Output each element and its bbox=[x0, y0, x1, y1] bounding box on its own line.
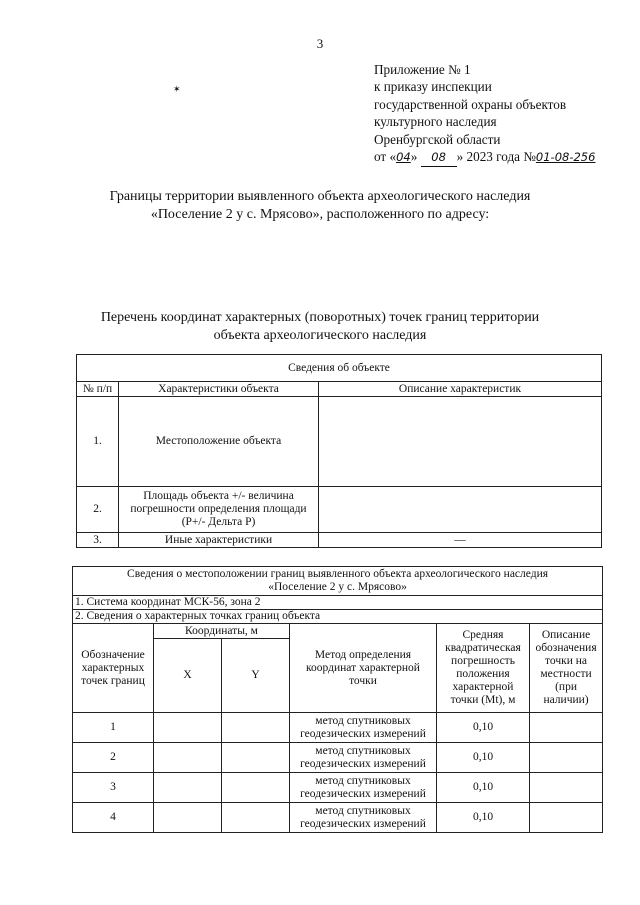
table-row: 3 метод спутниковых геодезических измерений 0,10 bbox=[73, 773, 603, 803]
header-accuracy: Средняя квадратическая погрешность положения характерной точки (Mt), м bbox=[437, 624, 530, 713]
table-row: 2 метод спутниковых геодезических измерений 0,10 bbox=[73, 743, 603, 773]
table-row: 1. Местоположение объекта bbox=[77, 397, 602, 487]
document-subtitle bbox=[0, 309, 640, 345]
header-x: X bbox=[154, 639, 222, 713]
header-num: № п/п bbox=[77, 382, 119, 397]
header-method: Метод определения координат характерной точки bbox=[290, 624, 437, 713]
object-info-table bbox=[76, 354, 602, 548]
appendix-line-1: Приложение № 1 bbox=[374, 62, 471, 77]
appendix-line-2: к приказу инспекции bbox=[374, 79, 492, 95]
table-row: 1 метод спутниковых геодезических измерений 0,10 bbox=[73, 713, 603, 743]
subtitle-line-2: объекта археологического наследия bbox=[213, 328, 427, 343]
date-month: 08 bbox=[421, 149, 457, 167]
coordinate-system-row: 1. Система координат МСК-56, зона 2 bbox=[73, 596, 603, 610]
header-y: Y bbox=[222, 639, 290, 713]
header-characteristics: Характеристики объекта bbox=[119, 382, 319, 397]
date-day: 04 bbox=[396, 150, 411, 165]
title-line-2: «Поселение 2 у с. Мрясово», расположенного по адресу: bbox=[150, 207, 490, 222]
document-title bbox=[0, 188, 640, 224]
appendix-date-line: от «04» 08 » 2023 года №01-08-256 bbox=[374, 148, 595, 167]
appendix-line-3: государственной охраны объектов bbox=[374, 96, 567, 112]
header-point-description: Описание обозначения точки на местности (при наличии) bbox=[530, 624, 603, 713]
date-suffix: » 2023 года № bbox=[456, 149, 536, 165]
appendix-line-4: культурного наследия bbox=[374, 114, 497, 130]
ink-mark-icon: ✶ bbox=[173, 84, 181, 94]
table-row: 4 метод спутниковых геодезических измерений 0,10 bbox=[73, 803, 603, 833]
appendix-block bbox=[374, 61, 595, 167]
object-table-caption: Сведения об объекте bbox=[77, 355, 602, 382]
title-line-1: Границы территории выявленного объекта археологического наследия bbox=[109, 189, 531, 204]
header-description: Описание характеристик bbox=[319, 382, 602, 397]
order-number: 01-08-256 bbox=[535, 150, 596, 165]
date-prefix: от « bbox=[374, 149, 397, 165]
table-row: 2. Площадь объекта +/- величина погрешности определения площади (P+/- Дельта P) bbox=[77, 487, 602, 533]
appendix-line-5: Оренбургской области bbox=[374, 131, 501, 147]
table-row: 3. Иные характеристики — bbox=[77, 533, 602, 548]
characteristic-points-row: 2. Сведения о характерных точках границ объекта bbox=[73, 610, 603, 624]
coord-table-caption: Сведения о местоположении границ выявленного объекта археологического наследия «Поселение 2 у с. Мрясово» bbox=[73, 567, 603, 596]
header-coordinates: Координаты, м bbox=[154, 624, 290, 639]
subtitle-line-1: Перечень координат характерных (поворотных) точек границ территории bbox=[100, 310, 540, 325]
header-point: Обозначение характерных точек границ bbox=[73, 624, 154, 713]
coordinates-table bbox=[72, 566, 603, 833]
page-number: 3 bbox=[316, 36, 324, 51]
